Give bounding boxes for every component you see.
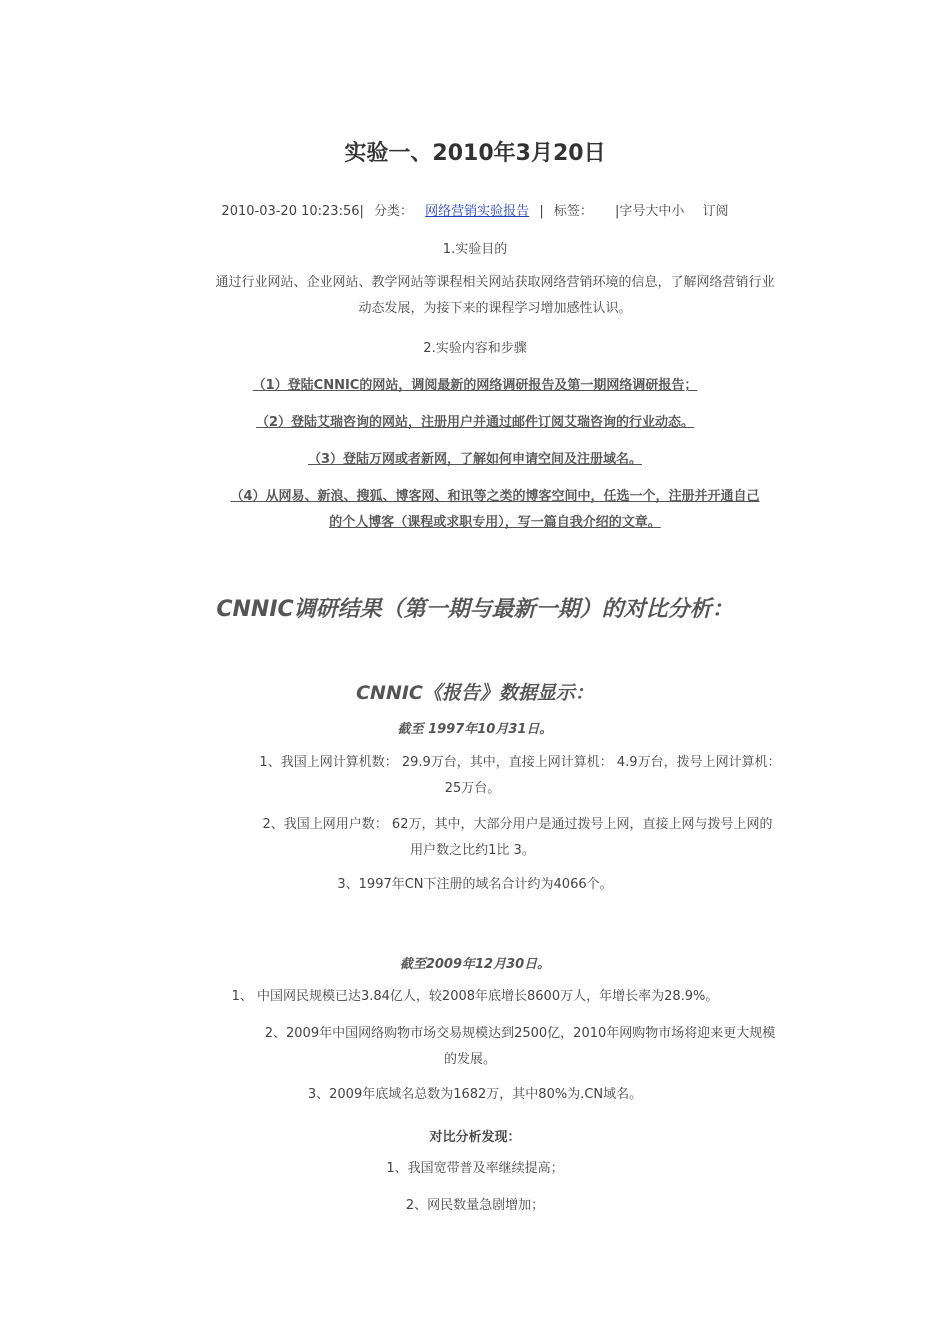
section-heading-purpose: 1.实验目的 (442, 242, 508, 257)
post-datetime: 2010-03-20 10:23:56| (221, 204, 364, 219)
date-heading-2009: 截至2009年12月30日。 (399, 957, 551, 972)
data-item (0, 1021, 950, 1073)
purpose-line: 通过行业网站、企业网站、教学网站等课程相关网站获取网络营销环境的信息，了解网络营销行业 (215, 275, 775, 290)
findings-heading: 对比分析发现： (429, 1130, 521, 1145)
data-item (0, 812, 950, 864)
data-line: 2、2009年中国网络购物市场交易规模达到2500亿，2010年网购物市场将迎来更大规模 (264, 1026, 776, 1041)
data-item (0, 750, 950, 802)
subscribe-link[interactable]: 订阅 (702, 204, 729, 219)
step-line: 的个人博客（课程或求职专用），写一篇自我介绍的文章。 (329, 515, 661, 530)
font-size-control[interactable]: |字号大中小 (615, 204, 685, 219)
meta-separator: | (539, 204, 544, 219)
data-line: 2、我国上网用户数： 62万，其中，大部分用户是通过拨号上网，直接上网与拨号上网的 (262, 817, 773, 832)
data-line: 25万台。 (444, 781, 501, 796)
post-meta (0, 200, 950, 219)
step-item: （2）登陆艾瑞咨询的网站，注册用户并通过邮件订阅艾瑞咨询的行业动态。 (255, 415, 695, 430)
data-line: 的发展。 (443, 1052, 496, 1067)
tags-label: 标签： (553, 204, 593, 219)
data-line: 用户数之比约1比 3。 (410, 843, 535, 858)
data-line: 1、我国上网计算机数： 29.9万台，其中，直接上网计算机： 4.9万台，拨号上网计算机： (259, 755, 781, 770)
purpose-paragraph (0, 270, 950, 322)
step-item: （3）登陆万网或者新网，了解如何申请空间及注册域名。 (307, 452, 643, 467)
section-heading-steps: 2.实验内容和步骤 (423, 341, 527, 356)
data-item: 3、1997年CN下注册的域名合计约为4066个。 (337, 877, 613, 892)
report-heading: CNNIC《报告》数据显示： (356, 682, 594, 704)
page-title: 实验一、2010年3月20日 (344, 141, 606, 166)
data-item: 3、2009年底域名总数为1682万，其中80%为.CN域名。 (307, 1087, 643, 1102)
step-item: （1）登陆CNNIC的网站，调阅最新的网络调研报告及第一期网络调研报告； (252, 378, 698, 393)
category-link[interactable]: 网络营销实验报告 (425, 204, 530, 219)
date-heading-1997: 截至 1997年10月31日。 (397, 722, 553, 737)
data-item: 1、 中国网民规模已达3.84亿人，较2008年底增长8600万人，年增长率为28.9%。 (231, 989, 719, 1004)
step-item (0, 484, 950, 536)
category-label: 分类： (374, 204, 414, 219)
analysis-heading: CNNIC调研结果（第一期与最新一期）的对比分析： (216, 597, 734, 622)
purpose-line: 动态发展，为接下来的课程学习增加感性认识。 (358, 301, 632, 316)
step-line: （4）从网易、新浪、搜狐、博客网、和讯等之类的博客空间中，任选一个，注册并开通自己 (230, 489, 760, 504)
finding-item: 2、网民数量急剧增加； (405, 1198, 545, 1213)
finding-item: 1、我国宽带普及率继续提高； (386, 1161, 564, 1176)
